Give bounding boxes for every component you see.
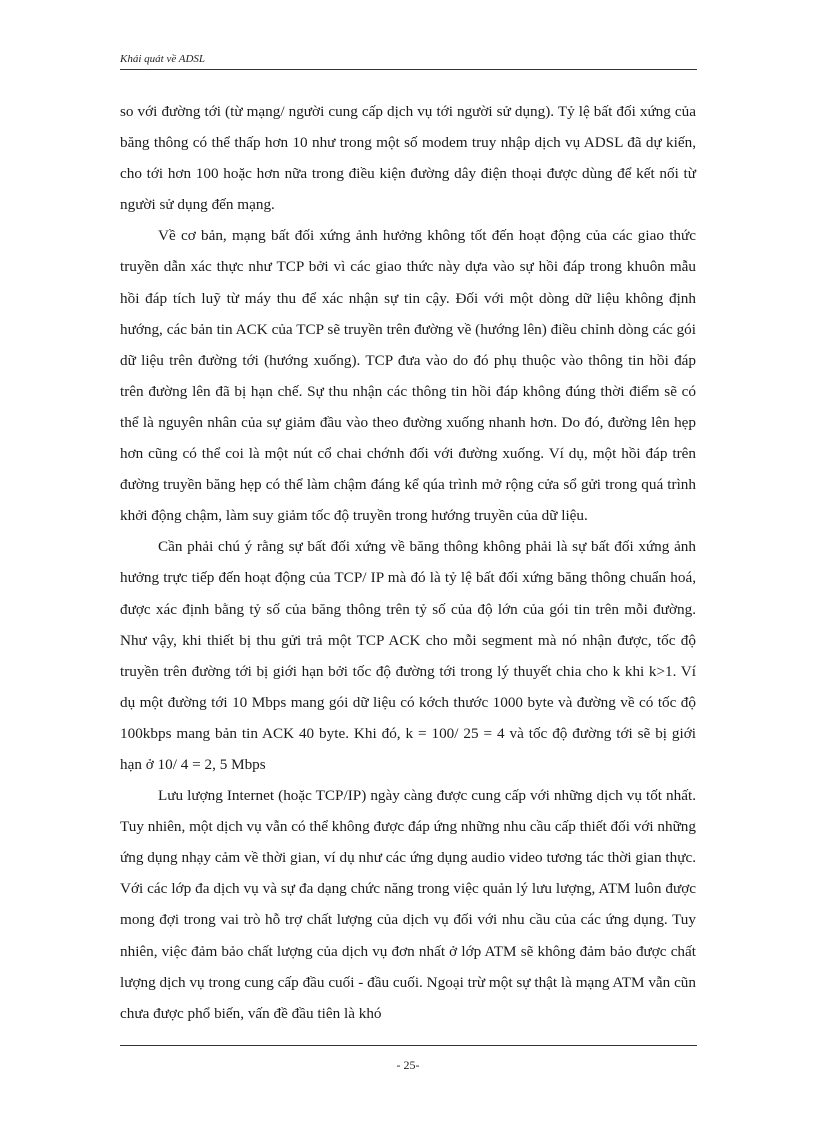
- paragraph-tcp-asymmetry: Về cơ bản, mạng bất đối xứng ảnh hưởng không tốt đến hoạt động của các giao thức truyền dẫn xác thực như TCP bởi vì các giao thức này dựa vào sự hồi đáp trong khuôn mẫu hồi đáp tích luỹ từ máy thu để xác nhận sự tin cậy. Đối với một dòng dữ liệu không định hướng, các bản tin ACK của TCP sẽ truyền trên đường về (hướng lên) điều chỉnh dòng các gói dữ liệu trên đường tới (hướng xuống). TCP đưa vào do đó phụ thuộc vào thông tin hồi đáp trên đường lên đã bị hạn chế. Sự thu nhận các thông tin hồi đáp không đúng thời điểm sẽ có thể là nguyên nhân của sự giảm đầu vào theo đường xuống nhanh hơn. Do đó, đường lên hẹp hơn cũng có thể coi là một nút cổ chai chớnh đối với đường xuống. Ví dụ, một hồi đáp trên đường truyền băng hẹp có thể làm chậm đáng kể qúa trình mở rộng cửa sổ gửi trong quá trình khởi động chậm, làm suy giảm tốc độ truyền trong hướng truyền của dữ liệu.: [120, 227, 696, 525]
- paragraph-internet-traffic: Lưu lượng Internet (hoặc TCP/IP) ngày càng được cung cấp với những dịch vụ tốt nhất. Tuy nhiên, một dịch vụ vẫn có thể không được đáp ứng những nhu cầu cấp thiết đối với những ứng dụng nhạy cảm về thời gian, ví dụ như các ứng dụng audio video tương tác thời gian thực. Với các lớp đa dịch vụ và sự đa dạng chức năng trong việc quản lý lưu lượng, ATM luôn được mong đợi trong vai trò hỗ trợ chất lượng của dịch vụ đối với nhu cầu của các ứng dụng. Tuy nhiên, việc đảm bảo chất lượng của dịch vụ đơn nhất ở lớp ATM sẽ không đảm bảo được chất lượng dịch vụ trong cung cấp đầu cuối - đầu cuối. Ngoại trừ một sự thật là mạng ATM vẫn cũn chưa được phổ biến, vấn đề đầu tiên là khó: [120, 787, 696, 1022]
- body-text: [120, 96, 696, 1029]
- header-divider: [120, 69, 697, 70]
- page-number: - 25-: [396, 1058, 420, 1072]
- paragraph-normalized-ratio: Cần phải chú ý rằng sự bất đối xứng về băng thông không phải là sự bất đối xứng ảnh hưởng trực tiếp đến hoạt động của TCP/ IP mà đó là tỷ lệ bất đối xứng băng thông chuẩn hoá, được xác định bằng tỷ số của băng thông trên tỷ số của độ lớn của gói tin trên mỗi đường. Như vậy, khi thiết bị thu gửi trả một TCP ACK cho mỗi segment mà nó nhận được, tốc độ truyền trên đường tới bị giới hạn bởi tốc độ đường tới trong lý thuyết chia cho k khi k>1. Ví dụ một đường tới 10 Mbps mang gói dữ liệu có kớch thước 1000 byte và đường về có tốc độ 100kbps mang bản tin ACK 40 byte. Khi đó, k = 100/ 25 = 4 và tốc độ đường tới sẽ bị giới hạn ở 10/ 4 = 2, 5 Mbps: [120, 538, 696, 773]
- paragraph-continuation: so với đường tới (từ mạng/ người cung cấp dịch vụ tới người sử dụng). Tỷ lệ bất đối xứng của băng thông có thể thấp hơn 10 như trong một số modem truy nhập dịch vụ ADSL đã dự kiến, cho tới hơn 100 hoặc hơn nữa trong điều kiện đường dây điện thoại được dùng để kết nối từ người sử dụng đến mạng.: [120, 103, 696, 214]
- running-header: Khái quát về ADSL: [120, 53, 206, 65]
- footer-divider: [120, 1045, 697, 1046]
